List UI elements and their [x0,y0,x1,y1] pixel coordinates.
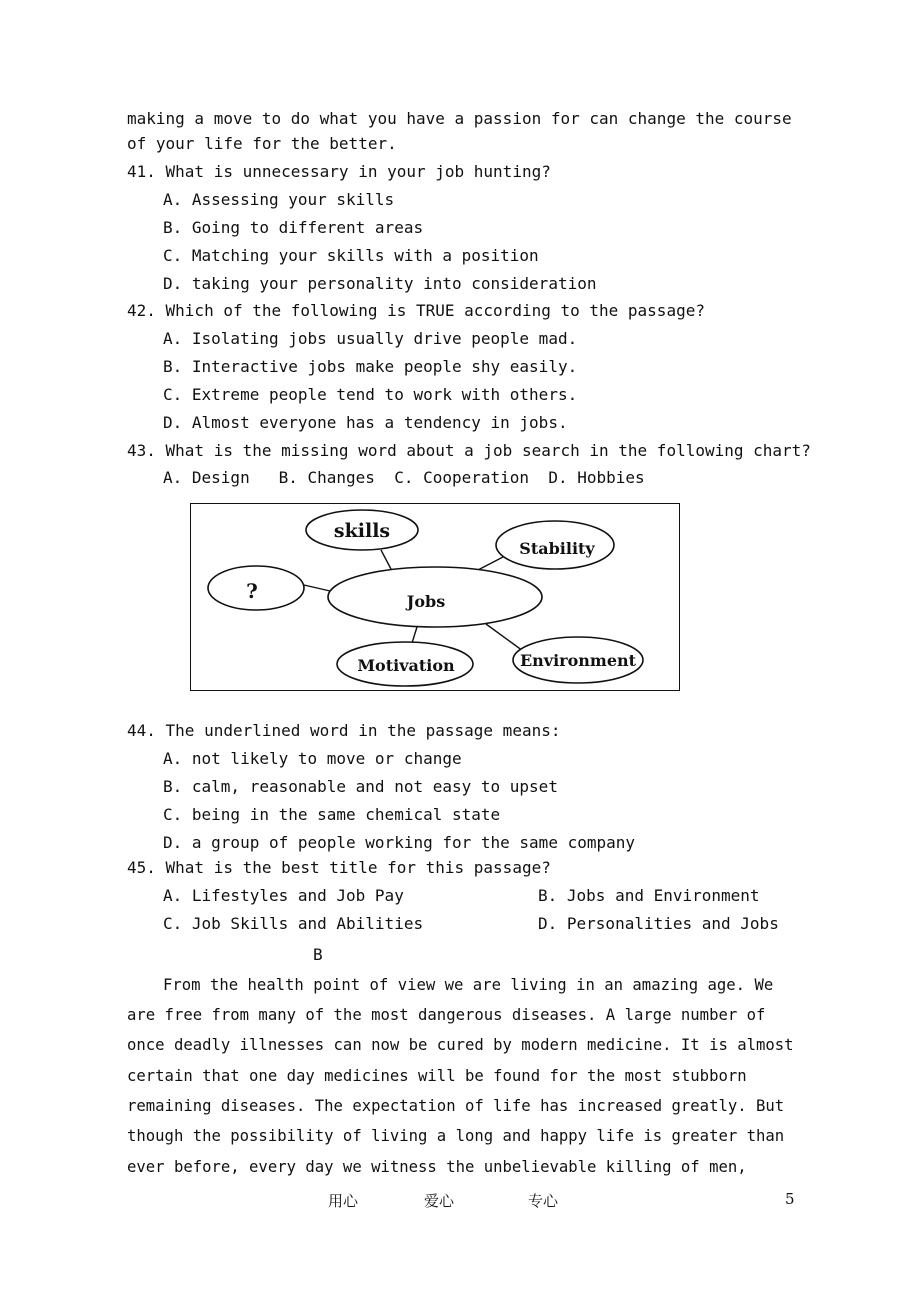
question-42-stem: 42. Which of the following is TRUE according to the passage? [127,301,705,320]
section-b-line-1: From the health point of view we are living in an amazing age. We [163,976,774,994]
section-b-line-7: ever before, every day we witness the unbelievable killing of men, [127,1158,747,1176]
node-jobs-label: Jobs [406,592,446,611]
connector-unknown [304,585,330,591]
connector-motivation [412,627,417,643]
diagram-canvas [191,504,681,692]
section-b-line-3: once deadly illnesses can now be cured by modern medicine. It is almost [127,1036,794,1054]
question-41-option-d: D. taking your personality into consideration [163,274,597,293]
question-41-option-c: C. Matching your skills with a position [163,246,539,265]
section-b-line-5: remaining diseases. The expectation of life has increased greatly. But [127,1097,785,1115]
question-44-option-c: C. being in the same chemical state [163,805,501,824]
connector-environment [486,624,523,651]
question-44-option-d: D. a group of people working for the same company [163,833,636,852]
question-43-options: A. Design B. Changes C. Cooperation D. Hobbies [163,468,645,487]
connector-skills [381,550,392,571]
question-41-option-a: A. Assessing your skills [163,190,395,209]
node-unknown-label: ? [246,579,258,603]
question-41-stem: 41. What is unnecessary in your job hunting? [127,162,551,181]
section-b-heading: B [313,945,323,964]
job-search-diagram [190,503,680,691]
question-45-option-b: B. Jobs and Environment [538,886,760,905]
question-44-stem: 44. The underlined word in the passage means: [127,721,561,740]
intro-line-2: of your life for the better. [127,134,397,153]
node-skills-label: skills [333,520,391,542]
question-43-stem: 43. What is the missing word about a job search in the following chart? [127,441,811,460]
question-44-option-b: B. calm, reasonable and not easy to upset [163,777,558,796]
page-number: 5 [785,1190,795,1208]
question-41-option-b: B. Going to different areas [163,218,424,237]
question-42-option-d: D. Almost everyone has a tendency in jobs. [163,413,568,432]
question-45-option-a: A. Lifestyles and Job Pay [163,886,404,905]
section-b-line-6: though the possibility of living a long and happy life is greater than [127,1127,785,1145]
footer-word-1: 用心 [328,1192,359,1210]
footer-word-3: 专心 [528,1192,559,1210]
question-45-option-d: D. Personalities and Jobs [538,914,779,933]
footer-word-2: 爱心 [424,1192,455,1210]
question-42-option-a: A. Isolating jobs usually drive people mad. [163,329,578,348]
question-44-option-a: A. not likely to move or change [163,749,462,768]
question-45-stem: 45. What is the best title for this passage? [127,858,551,877]
node-environment-label: Environment [519,651,637,670]
section-b-line-4: certain that one day medicines will be found for the most stubborn [127,1067,747,1085]
question-42-option-c: C. Extreme people tend to work with others. [163,385,578,404]
node-stability-label: Stability [519,539,595,558]
question-42-option-b: B. Interactive jobs make people shy easily. [163,357,578,376]
question-45-option-c: C. Job Skills and Abilities [163,914,424,933]
section-b-line-2: are free from many of the most dangerous diseases. A large number of [127,1006,766,1024]
node-motivation-label: Motivation [357,656,455,675]
intro-line-1: making a move to do what you have a passion for can change the course [127,109,792,128]
